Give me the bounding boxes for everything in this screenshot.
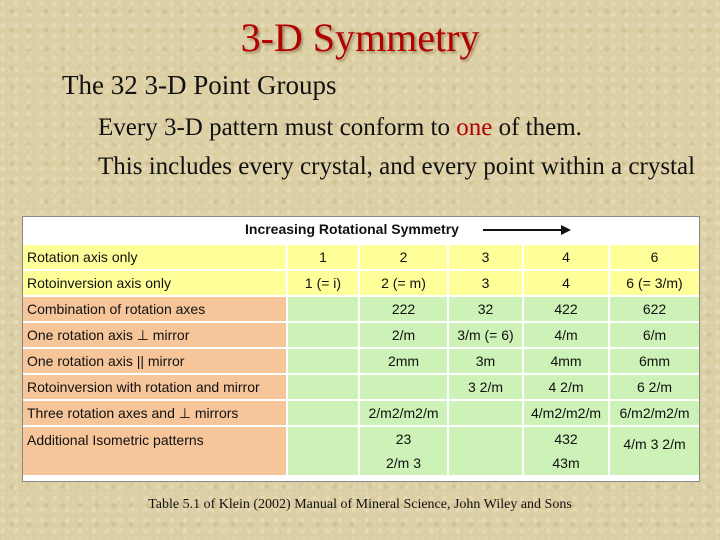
bullet-one-text-end: of them.: [492, 114, 582, 141]
table-cell: 2/m2/m2/m: [360, 401, 449, 427]
table-cell: 6/m2/m2/m: [610, 401, 699, 427]
table-cell: [288, 375, 360, 401]
table-row: [23, 271, 699, 297]
table-cell: 4mm: [524, 349, 610, 375]
table-cell: 6: [610, 245, 699, 271]
cell-line: 432: [554, 431, 578, 447]
table-cell: 3: [449, 245, 524, 271]
table-cell: 622: [610, 297, 699, 323]
table-header-bar: [23, 217, 699, 245]
table-row: [23, 427, 699, 477]
table-header-label: Increasing Rotational Symmetry: [245, 221, 459, 237]
table-cell: [360, 375, 449, 401]
table-cell: 2mm: [360, 349, 449, 375]
slide-title: 3-D Symmetry: [240, 15, 480, 60]
cell-line: 4/m 3 2/m: [623, 435, 686, 452]
table-grid: [23, 245, 699, 477]
table-cell: [288, 427, 360, 477]
table-cell: 3m: [449, 349, 524, 375]
table-cell: 3/m (= 6): [449, 323, 524, 349]
table-cell: 2: [360, 245, 449, 271]
table-row: [23, 245, 699, 271]
table-cell: [288, 349, 360, 375]
table-cell: 1: [288, 245, 360, 271]
table-cell: [449, 427, 524, 477]
table-cell: [288, 401, 360, 427]
table-cell: 2/m: [360, 323, 449, 349]
table-cell: 3 2/m: [449, 375, 524, 401]
bullet-two: This includes every crystal, and every point within a crystal: [98, 153, 696, 180]
right-arrow-icon: [483, 229, 563, 231]
row-label: One rotation axis || mirror: [23, 349, 288, 375]
table-cell: 4 2/m: [524, 375, 610, 401]
table-cell: 6 2/m: [610, 375, 699, 401]
row-label: Combination of rotation axes: [23, 297, 288, 323]
row-label: Rotoinversion axis only: [23, 271, 288, 297]
table-cell: 6mm: [610, 349, 699, 375]
table-cell: 4/m2/m2/m: [524, 401, 610, 427]
table-row: [23, 401, 699, 427]
point-groups-table: [22, 216, 700, 482]
table-row: [23, 297, 699, 323]
table-cell: 6 (= 3/m): [610, 271, 699, 297]
table-cell: [288, 323, 360, 349]
row-label: Three rotation axes and ⊥ mirrors: [23, 401, 288, 427]
table-cell: 1 (= i): [288, 271, 360, 297]
table-cell: [610, 427, 699, 477]
table-cell: 422: [524, 297, 610, 323]
bullet-one-text-start: Every 3-D pattern must conform to: [98, 114, 457, 141]
row-label: Rotoinversion with rotation and mirror: [23, 375, 288, 401]
table-cell: [288, 297, 360, 323]
table-row: [23, 375, 699, 401]
row-label: Rotation axis only: [23, 245, 288, 271]
cell-line: 23: [395, 431, 412, 447]
arrow-head-icon: [561, 225, 571, 235]
cell-line: 43m: [552, 455, 580, 471]
table-cell: 4/m: [524, 323, 610, 349]
section-heading: The 32 3-D Point Groups: [62, 70, 337, 100]
table-cell: 4: [524, 271, 610, 297]
cell-line: 2/m 3: [385, 455, 421, 471]
row-label: Additional Isometric patterns: [23, 427, 288, 477]
bullet-one: [98, 112, 582, 144]
table-row: [23, 323, 699, 349]
table-cell: 32: [449, 297, 524, 323]
table-cell: 2 (= m): [360, 271, 449, 297]
table-cell: [360, 427, 449, 477]
table-cell: 3: [449, 271, 524, 297]
table-row: [23, 349, 699, 375]
table-cell: 6/m: [610, 323, 699, 349]
row-label: One rotation axis ⊥ mirror: [23, 323, 288, 349]
table-caption: Table 5.1 of Klein (2002) Manual of Mineral Science, John Wiley and Sons: [148, 497, 572, 512]
table-cell: 4: [524, 245, 610, 271]
bullet-one-highlight: one: [456, 114, 493, 141]
table-cell: 222: [360, 297, 449, 323]
table-cell: [524, 427, 610, 477]
table-cell: [449, 401, 524, 427]
